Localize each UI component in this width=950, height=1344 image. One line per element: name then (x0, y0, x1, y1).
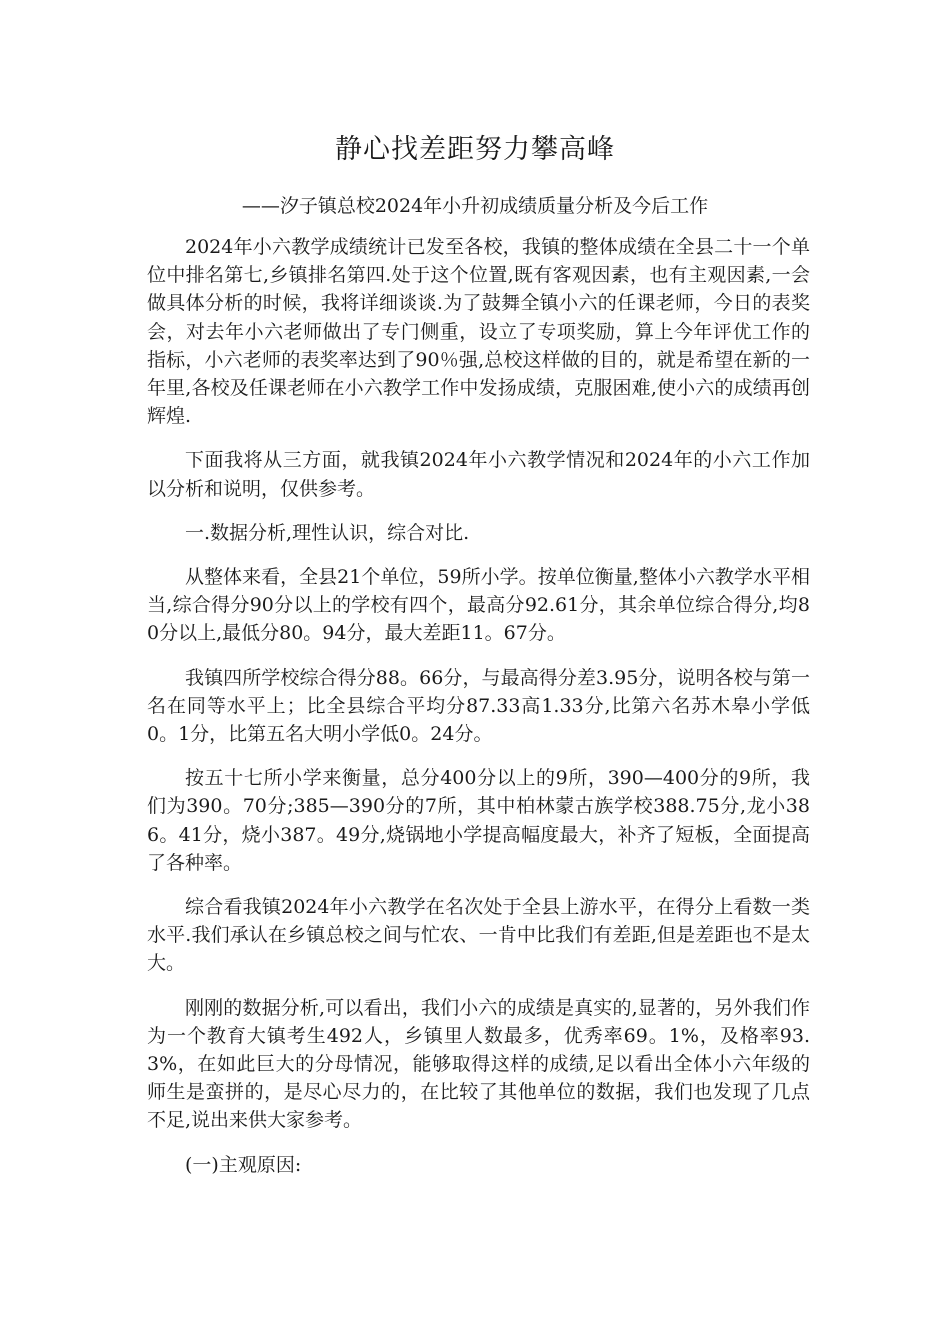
paragraph: 我镇四所学校综合得分88。66分，与最高得分差3.95分，说明各校与第一名在同等水平上；比全县综合平均分87.33高1.33分,比第六名苏木皋小学低0。1分，比第五名大明小学低0。24分。 (147, 666, 810, 746)
subsection-heading: (一)主观原因: (185, 1153, 302, 1176)
document-subtitle: ——汐子镇总校2024年小升初成绩质量分析及今后工作 (241, 195, 709, 217)
paragraph: 综合看我镇2024年小六教学在名次处于全县上游水平，在得分上看数一类水平.我们承认在乡镇总校之间与忙农、一肯中比我们有差距,但是差距也不是太大。 (147, 896, 810, 975)
section-heading: 一.数据分析,理性认识，综合对比. (185, 521, 470, 544)
document-body (147, 233, 810, 1195)
paragraph: 下面我将从三方面，就我镇2024年小六教学情况和2024年的小六工作加以分析和说明，仅供参考。 (147, 449, 810, 500)
paragraph: 按五十七所小学来衡量，总分400分以上的9所，390—400分的9所，我们为390。70分;385—390分的7所，其中柏林蒙古族学校388.75分,龙小386。41分，烧小387。49分,烧锅地小学提高幅度最大，补齐了短板，全面提高了各种率。 (147, 767, 810, 874)
paragraph: 刚刚的数据分析,可以看出，我们小六的成绩是真实的,显著的，另外我们作为一个教育大镇考生492人，乡镇里人数最多，优秀率69。1%，及格率93.3%，在如此巨大的分母情况，能够取得这样的成绩,足以看出全体小六年级的师生是蛮拼的，是尽心尽力的，在比较了其他单位的数据，我们也发现了几点不足,说出来供大家参考。 (147, 996, 810, 1132)
document-title: 静心找差距努力攀高峰 (335, 134, 615, 165)
paragraph: 从整体来看，全县21个单位，59所小学。按单位衡量,整体小六教学水平相当,综合得分90分以上的学校有四个，最高分92.61分，其余单位综合得分,均80分以上,最低分80。94分，最大差距11。67分。 (147, 566, 810, 645)
paragraph: 2024年小六教学成绩统计已发至各校，我镇的整体成绩在全县二十一个单位中排名第七,乡镇排名第四.处于这个位置,既有客观因素，也有主观因素,一会做具体分析的时候，我将详细谈谈.为了鼓舞全镇小六的任课老师，今日的表奖会，对去年小六老师做出了专门侧重，设立了专项奖励，算上今年评优工作的指标，小六老师的表奖率达到了90％强,总校这样做的目的，就是希望在新的一年里,各校及任课老师在小六教学工作中发扬成绩，克服困难,使小六的成绩再创辉煌. (147, 236, 810, 428)
